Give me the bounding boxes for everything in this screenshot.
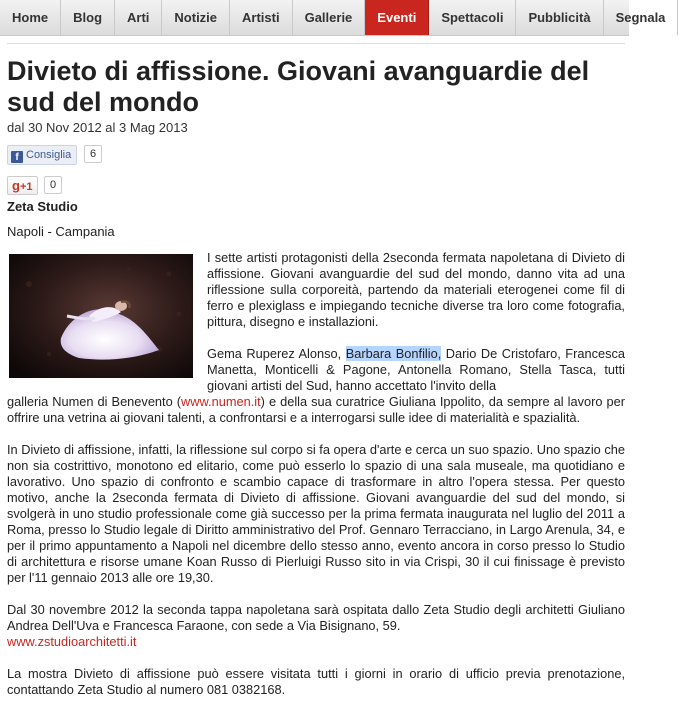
- facebook-like-button[interactable]: [7, 145, 77, 165]
- paragraph-gallery: [7, 394, 625, 426]
- google-plus-button[interactable]: [7, 176, 38, 195]
- gplus-label: +1: [19, 181, 33, 193]
- nav-item-segnala[interactable]: Segnala: [604, 0, 678, 35]
- page-title: Divieto di affissione. Giovani avanguardie del sud del mondo: [7, 56, 590, 117]
- organizer-name: Zeta Studio: [7, 199, 78, 214]
- like-count: 6: [84, 145, 102, 163]
- nav-item-pubblicit[interactable]: Pubblicità: [516, 0, 603, 35]
- nav-item-eventi[interactable]: Eventi: [365, 0, 429, 35]
- artists-text-b: Dario De Cristofaro, Francesca Manetta, Monticelli & Pagone, Antonella Romano, Stella Tasca, tutti giovani artisti del Sud, hanno accettato l'invito della: [207, 346, 626, 393]
- like-label: Consiglia: [26, 149, 72, 161]
- paragraph-concept: In Divieto di affissione, infatti, la riflessione sul corpo si fa opera d'arte e cerca un suo spazio. Uno spazio che non sia costrittivo, monotono ed elitario, come può esserlo lo spazio di una sala museale, ma quotidiano e lavorativo. Uno spazio di confronto e scambio capace di trasformare in altro l'opera stessa. Per questo motivo, anche la 2seconda fermata di Divieto di affissione. Giovani avanguardie del sud del mondo, si svolgerà in uno studio professionale come già successo per la prima fermata inaugurata nel luglio del 2011 a Roma, presso lo Studio legale di Diritto amministrativo del Prof. Gennaro Terracciano, in Largo Arenula, 34, e per il primo appuntamento a Napoli nel dicembre dello stesso anno, evento ancora in corso presso lo Studio di architettura e risorse umane Koan Russo di Pierluigi Russo sito in via Crispi, 30 il cui finissage è previsto per l'11 gennaio 2013 alle ore 19,30.: [7, 442, 625, 585]
- event-dates: dal 30 Nov 2012 al 3 Mag 2013: [7, 120, 188, 135]
- numen-link[interactable]: www.numen.it: [181, 394, 261, 409]
- nav-item-notizie[interactable]: Notizie: [162, 0, 230, 35]
- main-nav: [0, 0, 666, 36]
- paragraph-venue: Dal 30 novembre 2012 la seconda tappa napoletana sarà ospitata dallo Zeta Studio degli architetti Giuliano Andrea Dell'Uva e Francesca Faraone, con sede a Via Bisignano, 59.: [7, 602, 625, 633]
- highlighted-artist: Barbara Bonfilio,: [345, 346, 442, 361]
- nav-item-spettacoli[interactable]: Spettacoli: [429, 0, 516, 35]
- artists-text-a: Gema Ruperez Alonso,: [207, 346, 342, 361]
- nav-item-artisti[interactable]: Artisti: [230, 0, 293, 35]
- gallery-text-a: galleria Numen di Benevento (: [7, 394, 182, 409]
- header-divider: [7, 43, 625, 44]
- zstudio-link[interactable]: www.zstudioarchitetti.it: [7, 634, 137, 649]
- nav-item-blog[interactable]: Blog: [61, 0, 115, 35]
- nav-item-home[interactable]: Home: [0, 0, 61, 35]
- facebook-icon: f: [11, 151, 23, 163]
- gplus-count: 0: [44, 176, 62, 194]
- paragraph-visit-info: La mostra Divieto di affissione può essere visitata tutti i giorni in orario di ufficio previa prenotazione, contattando Zeta Studio al numero 081 0382168.: [7, 666, 625, 697]
- nav-item-gallerie[interactable]: Gallerie: [293, 0, 366, 35]
- gallery-text-b: ) e della sua curatrice Giuliana Ippolito, da sempre al lavoro per offrire una vetrina ai giovani talenti, a confrontarsi e a interrogarsi sulle idee di materialità e spazialità.: [7, 394, 625, 425]
- paragraph-intro: I sette artisti protagonisti della 2seconda fermata napoletana di Divieto di affissione. Giovani avanguardie del sud del mondo, danno vita ad una riflessione sulla corporeità, partendo da materiali eterogenei come fil di ferro e plexiglass e impiegando tecniche diverse tra loro come fotografia, pittura, disegno e installazioni.: [207, 250, 625, 329]
- paragraph-artists: [207, 346, 625, 394]
- nav-item-arti[interactable]: Arti: [115, 0, 162, 35]
- event-location: Napoli - Campania: [7, 224, 115, 239]
- event-photo: [9, 254, 193, 378]
- google-plus-icon: g: [12, 178, 20, 193]
